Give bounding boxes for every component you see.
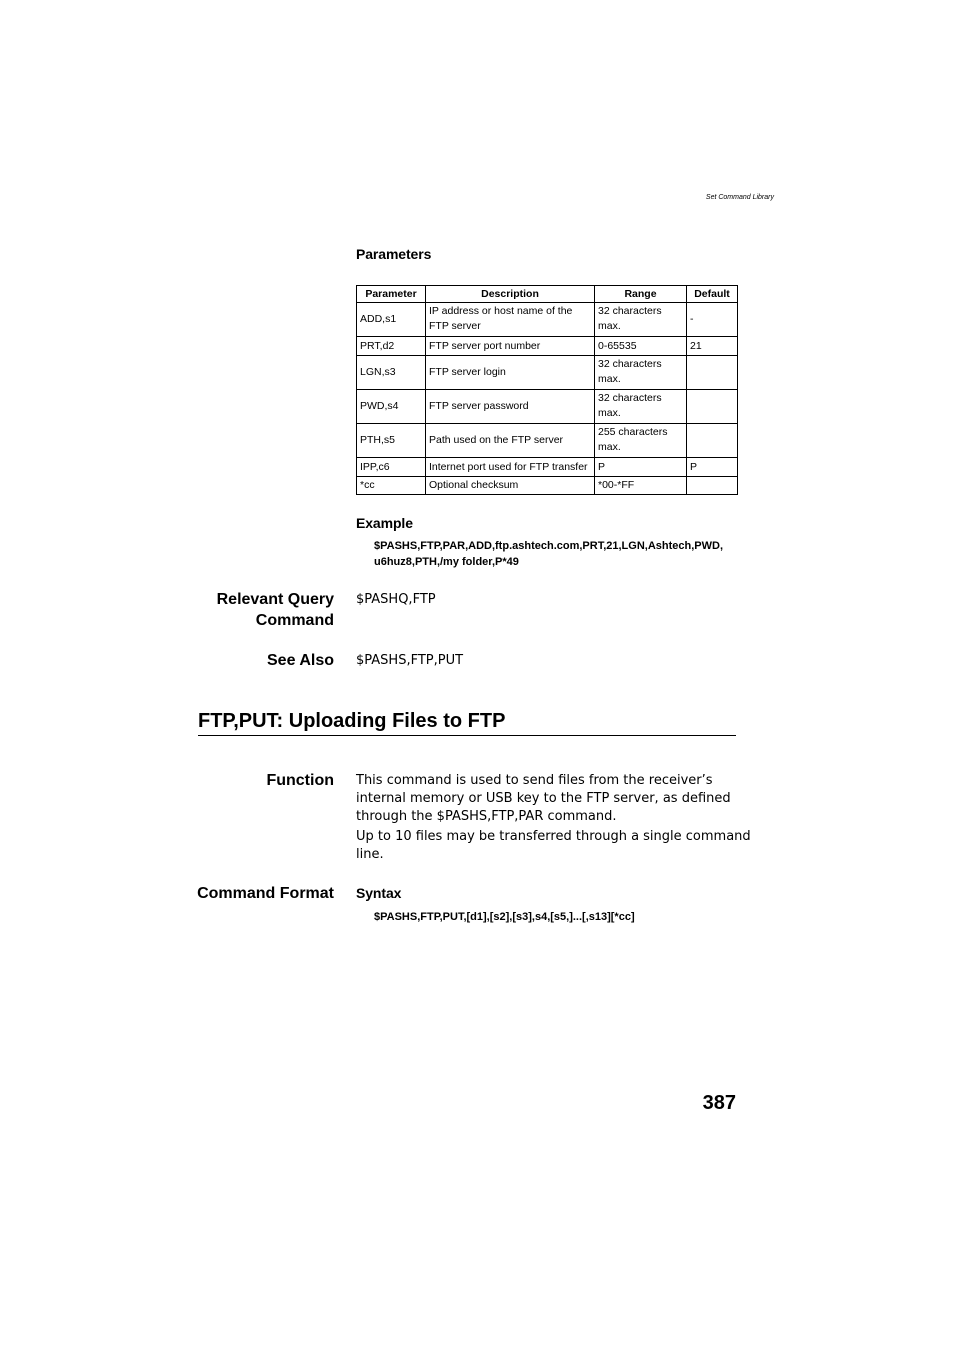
relevant-query-label-line-2: Command <box>255 612 334 629</box>
section-title: FTP,PUT: Uploading Files to FTP <box>198 707 736 736</box>
table-row <box>357 390 738 424</box>
table-cell: PWD,s4 <box>357 390 426 424</box>
function-line: This command is used to send files from the receiver’s <box>356 773 713 788</box>
table-row <box>357 424 738 458</box>
table-cell: - <box>687 303 738 337</box>
running-header: Set Command Library <box>705 194 774 201</box>
table-cell: *00-*FF <box>595 477 687 495</box>
table-row <box>357 458 738 477</box>
table-row <box>357 337 738 356</box>
table-header-row <box>357 286 738 303</box>
table-cell: Path used on the FTP server <box>426 424 595 458</box>
table-cell: 255 characters max. <box>595 424 687 458</box>
table-cell: Internet port used for FTP transfer <box>426 458 595 477</box>
relevant-query-label-line-1: Relevant Query <box>216 591 334 608</box>
syntax-code: $PASHS,FTP,PUT,[d1],[s2],[s3],s4,[s5,]...[,s13][*cc] <box>374 911 635 923</box>
table-cell: ADD,s1 <box>357 303 426 337</box>
function-line: line. <box>356 847 384 862</box>
table-cell: LGN,s3 <box>357 356 426 390</box>
example-heading: Example <box>356 515 413 531</box>
table-row <box>357 356 738 390</box>
relevant-query-label <box>217 589 334 631</box>
function-label: Function <box>266 772 334 789</box>
table-cell: FTP server login <box>426 356 595 390</box>
function-line: Up to 10 files may be transferred through a single command <box>356 829 751 844</box>
table-cell: P <box>595 458 687 477</box>
page-number: 387 <box>702 1092 736 1114</box>
table-cell <box>687 424 738 458</box>
table-cell: PRT,d2 <box>357 337 426 356</box>
table-cell: IPP,c6 <box>357 458 426 477</box>
table-cell: PTH,s5 <box>357 424 426 458</box>
table-cell: 32 characters max. <box>595 303 687 337</box>
table-cell: IP address or host name of the FTP server <box>426 303 595 337</box>
table-cell: FTP server password <box>426 390 595 424</box>
table-cell <box>687 356 738 390</box>
relevant-query-value: $PASHQ,FTP <box>356 592 436 607</box>
table-cell <box>687 390 738 424</box>
table-cell: FTP server port number <box>426 337 595 356</box>
column-header-default: Default <box>687 286 738 303</box>
column-header-description: Description <box>426 286 595 303</box>
parameters-table <box>356 285 738 495</box>
table-cell: *cc <box>357 477 426 495</box>
parameters-heading: Parameters <box>356 246 432 262</box>
table-cell: P <box>687 458 738 477</box>
table-cell: 32 characters max. <box>595 356 687 390</box>
syntax-heading: Syntax <box>356 885 402 901</box>
command-format-label: Command Format <box>197 885 334 902</box>
function-line: through the $PASHS,FTP,PAR command. <box>356 809 617 824</box>
table-cell: 0-65535 <box>595 337 687 356</box>
table-cell: 21 <box>687 337 738 356</box>
example-code-line-2: u6huz8,PTH,/my folder,P*49 <box>374 556 519 568</box>
table-cell <box>687 477 738 495</box>
function-line: internal memory or USB key to the FTP server, as defined <box>356 791 731 806</box>
column-header-range: Range <box>595 286 687 303</box>
column-header-parameter: Parameter <box>357 286 426 303</box>
table-cell: 32 characters max. <box>595 390 687 424</box>
example-code-line-1: $PASHS,FTP,PAR,ADD,ftp.ashtech.com,PRT,21,LGN,Ashtech,PWD, <box>374 540 724 552</box>
see-also-label: See Also <box>267 652 334 669</box>
see-also-value: $PASHS,FTP,PUT <box>356 653 464 668</box>
function-description <box>356 772 756 864</box>
table-row <box>357 477 738 495</box>
table-cell: Optional checksum <box>426 477 595 495</box>
table-row <box>357 303 738 337</box>
